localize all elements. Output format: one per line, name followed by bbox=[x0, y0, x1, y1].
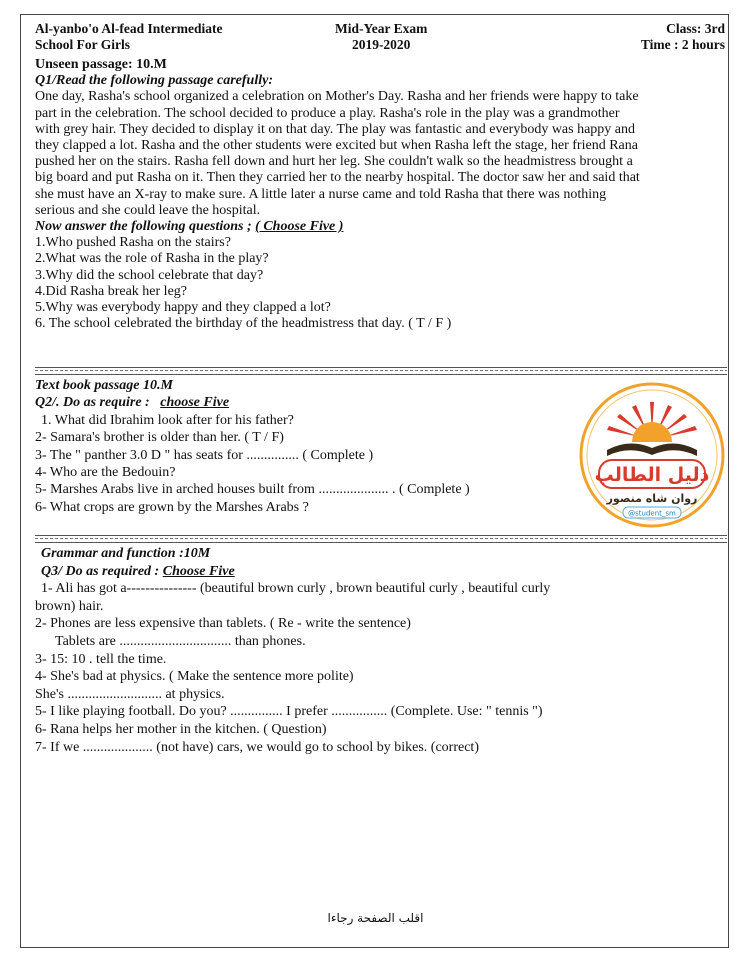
q3-line: 2- Phones are less expensive than tablets. ( Re - write the sentence) bbox=[35, 616, 411, 632]
q1-instruction: Q1/Read the following passage carefully: bbox=[35, 73, 273, 89]
q2-label bbox=[35, 394, 595, 411]
choose-five-label: ( Choose Five ) bbox=[255, 219, 344, 235]
exam-page bbox=[20, 14, 729, 948]
q3-line: 7- If we .................... (not have) cars, we would go to school by bikes. (correct) bbox=[35, 739, 479, 755]
q2-item: 1. What did Ibrahim look after for his father? bbox=[41, 412, 294, 428]
q3-line: Tablets are ................................ than phones. bbox=[55, 633, 306, 649]
q1-question: 4.Did Rasha break her leg? bbox=[35, 283, 187, 299]
passage-line: pushed her on the stairs. Rasha fell down and hurt her leg. She couldn't walk so the headmistress brought a bbox=[35, 154, 633, 170]
q3-line: 5- I like playing football. Do you? ............... I prefer ................ (Complete. Use: " tennis ") bbox=[35, 704, 543, 720]
class-info bbox=[641, 21, 725, 53]
passage-line: they clapped a lot. Rasha and the other students were excited but when Rasha left the stage, her friend Rana bbox=[35, 138, 638, 154]
section-divider bbox=[35, 535, 727, 543]
passage-line: One day, Rasha's school organized a celebration on Mother's Day. Rasha and her friends were happy to take bbox=[35, 89, 639, 105]
section-divider bbox=[35, 367, 727, 375]
q3-line: 4- She's bad at physics. ( Make the sentence more polite) bbox=[35, 669, 354, 685]
q3-line: She's ........................... at physics. bbox=[35, 686, 225, 702]
q1-question: 3.Why did the school celebrate that day? bbox=[35, 267, 264, 283]
page-footer: اقلب الصفحة رجاءا bbox=[327, 911, 424, 925]
passage-line: with grey hair. They decided to display it on that day. The play was fantastic and everybody was happy and bbox=[35, 121, 636, 137]
q3-line: 3- 15: 10 . tell the time. bbox=[35, 651, 167, 667]
q2-choose-label: choose Five bbox=[160, 395, 230, 411]
logo-arabic-title: دليل الطالب bbox=[594, 464, 710, 486]
grammar-title: Grammar and function :10M bbox=[41, 546, 211, 561]
q2-label-text: Q2/. Do as require : bbox=[35, 395, 150, 411]
q3-line: 1- Ali has got a--------------- (beautiful brown curly , brown beautiful curly , beautiful curly bbox=[41, 581, 551, 597]
exam-info bbox=[335, 21, 427, 53]
answer-prompt bbox=[35, 219, 725, 235]
textbook-section bbox=[35, 377, 595, 516]
student-guide-logo bbox=[577, 380, 727, 530]
passage-line: she must have an X-ray to make sure. A little later a nurse came and told Rasha that there was nothing bbox=[35, 186, 607, 202]
q2-item: 2- Samara's brother is older than her. ( T / F) bbox=[35, 430, 284, 446]
time-label: Time : 2 hours bbox=[640, 37, 725, 52]
unseen-section bbox=[35, 57, 725, 332]
q1-question: 2.What was the role of Rasha in the play? bbox=[35, 251, 269, 267]
q3-label bbox=[35, 563, 725, 581]
q1-question: 1.Who pushed Rasha on the stairs? bbox=[35, 235, 231, 251]
q3-label-text: Q3/ Do as required : bbox=[41, 563, 160, 579]
q2-item: 6- What crops are grown by the Marshes Arabs ? bbox=[35, 499, 309, 515]
school-line-1: Al-yanbo'o Al-fead Intermediate bbox=[35, 21, 223, 36]
school-line-2: School For Girls bbox=[35, 37, 131, 52]
class-label: Class: 3rd bbox=[666, 21, 725, 36]
q3-line: 6- Rana helps her mother in the kitchen. ( Question) bbox=[35, 721, 327, 737]
logo-handle: @student_sm bbox=[628, 509, 676, 518]
passage bbox=[35, 89, 725, 219]
logo-arabic-name: روان شاه منصور bbox=[606, 492, 698, 505]
passage-line: serious and she could leave the hospital. bbox=[35, 202, 261, 218]
q1-question: 6. The school celebrated the birthday of the headmistress that day. ( T / F ) bbox=[35, 316, 452, 332]
exam-title: Mid-Year Exam bbox=[335, 21, 428, 36]
q3-line: brown) hair. bbox=[35, 598, 104, 614]
q2-item: 3- The " panther 3.0 D " has seats for ............... ( Complete ) bbox=[35, 447, 374, 463]
grammar-section bbox=[35, 545, 725, 756]
passage-line: big board and put Rasha on it. Then they carried her to the nearby hospital. The doctor saw her and said that bbox=[35, 170, 640, 186]
passage-line: part in the celebration. The school decided to produce a play. Rasha's role in the play was a grandmother bbox=[35, 105, 620, 121]
exam-year: 2019-2020 bbox=[351, 37, 411, 52]
q1-question: 5.Why was everybody happy and they clapped a lot? bbox=[35, 300, 331, 316]
q2-item: 5- Marshes Arabs live in arched houses built from .................... . ( Complete ) bbox=[35, 482, 470, 498]
q2-item: 4- Who are the Bedouin? bbox=[35, 465, 176, 481]
unseen-title: Unseen passage: 10.M bbox=[35, 57, 167, 72]
school-name bbox=[35, 21, 222, 53]
textbook-title: Text book passage 10.M bbox=[35, 378, 173, 393]
q3-choose-label: Choose Five bbox=[162, 563, 235, 579]
answer-prompt-text: Now answer the following questions ; bbox=[35, 219, 252, 235]
